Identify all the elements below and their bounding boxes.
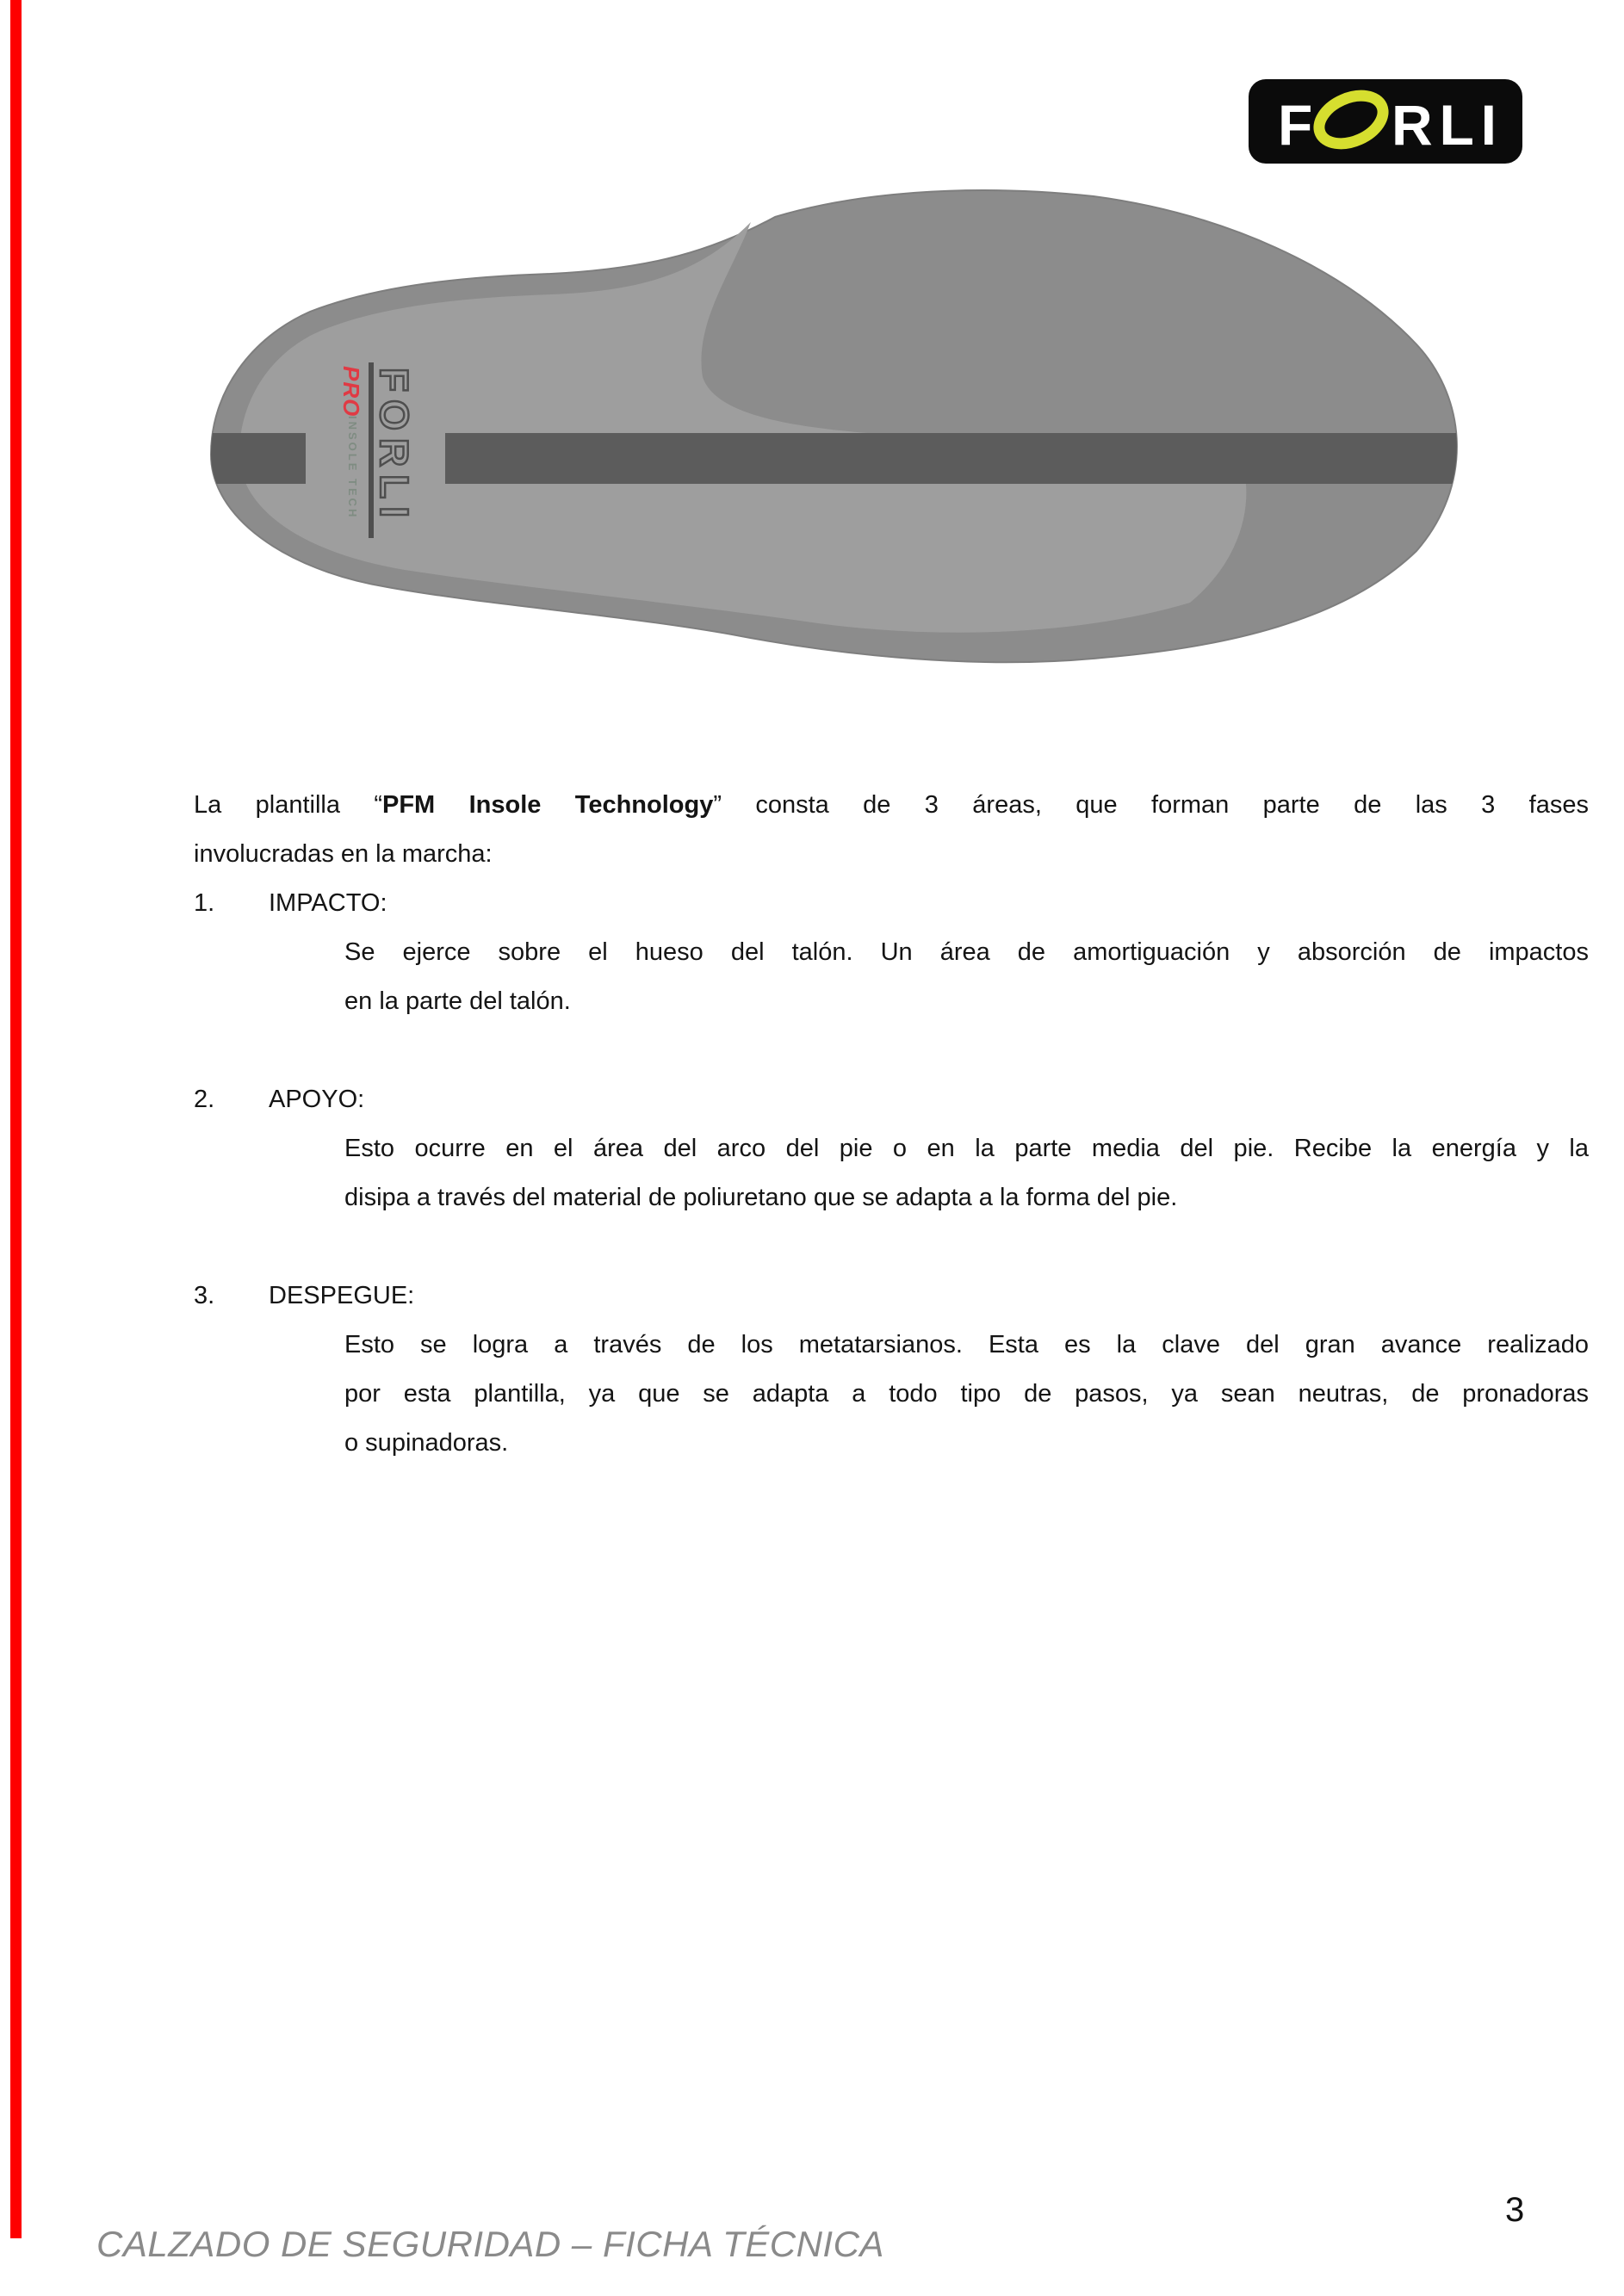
item-1-heading — [194, 887, 1589, 919]
insole-graphic — [103, 168, 1516, 702]
item-2-number: 2. — [194, 1086, 215, 1113]
insole-image — [103, 168, 1516, 702]
item-1-text-line-1: Se ejerce sobre el hueso del talón. Un área de amortiguación y absorción de impactos — [344, 938, 1589, 966]
item-3-heading — [194, 1279, 1589, 1312]
brand-pro-label: PRO — [338, 366, 364, 418]
intro-line-1-bold: PFM Insole Technology — [382, 791, 714, 819]
item-1-number: 1. — [194, 889, 215, 917]
intro-line-1-pre: La plantilla “ — [194, 791, 382, 819]
intro-line-2: involucradas en la marcha: — [194, 840, 493, 868]
item-1-text-line-2: en la parte del talón. — [344, 987, 571, 1015]
item-2-text-line-2: disipa a través del material de poliuretano que se adapta a la forma del pie. — [344, 1184, 1178, 1211]
item-3-number: 3. — [194, 1282, 215, 1309]
item-3-text-line-3: o supinadoras. — [344, 1429, 509, 1457]
item-2-heading — [194, 1083, 1589, 1116]
item-1-title: IMPACTO: — [269, 889, 387, 917]
page-number: 3 — [1505, 2191, 1525, 2229]
item-3-title: DESPEGUE: — [269, 1282, 415, 1309]
insole-stripe-heel — [202, 433, 306, 484]
logo-letters-rli: RLI — [1392, 93, 1502, 157]
item-2-title: APOYO: — [269, 1086, 365, 1113]
item-3-text-line-1: Esto se logra a través de los metatarsianos. Esta es la clave del gran avance realizado — [344, 1331, 1589, 1358]
brand-forli-label: FORLI — [372, 368, 417, 525]
margin-revision-bar — [10, 0, 22, 2238]
brand-subtitle-label: INSOLE TECH — [346, 416, 359, 520]
insole-stripe-main — [445, 433, 1460, 484]
forli-logo-graphic — [1249, 79, 1522, 164]
intro-line-1 — [194, 789, 1589, 821]
item-3-text-line-2: por esta plantilla, ya que se adapta a todo tipo de pasos, ya sean neutras, de pronadoras — [344, 1380, 1589, 1408]
footer-document-title: CALZADO DE SEGURIDAD – FICHA TÉCNICA — [96, 2224, 884, 2264]
intro-line-1-post: ” consta de 3 áreas, que forman parte de las 3 fases — [713, 791, 1589, 819]
logo-letter-f: F — [1278, 93, 1313, 157]
item-2-text-line-1: Esto ocurre en el área del arco del pie o en la parte media del pie. Recibe la energía y la — [344, 1135, 1589, 1162]
forli-logo — [1249, 79, 1522, 164]
